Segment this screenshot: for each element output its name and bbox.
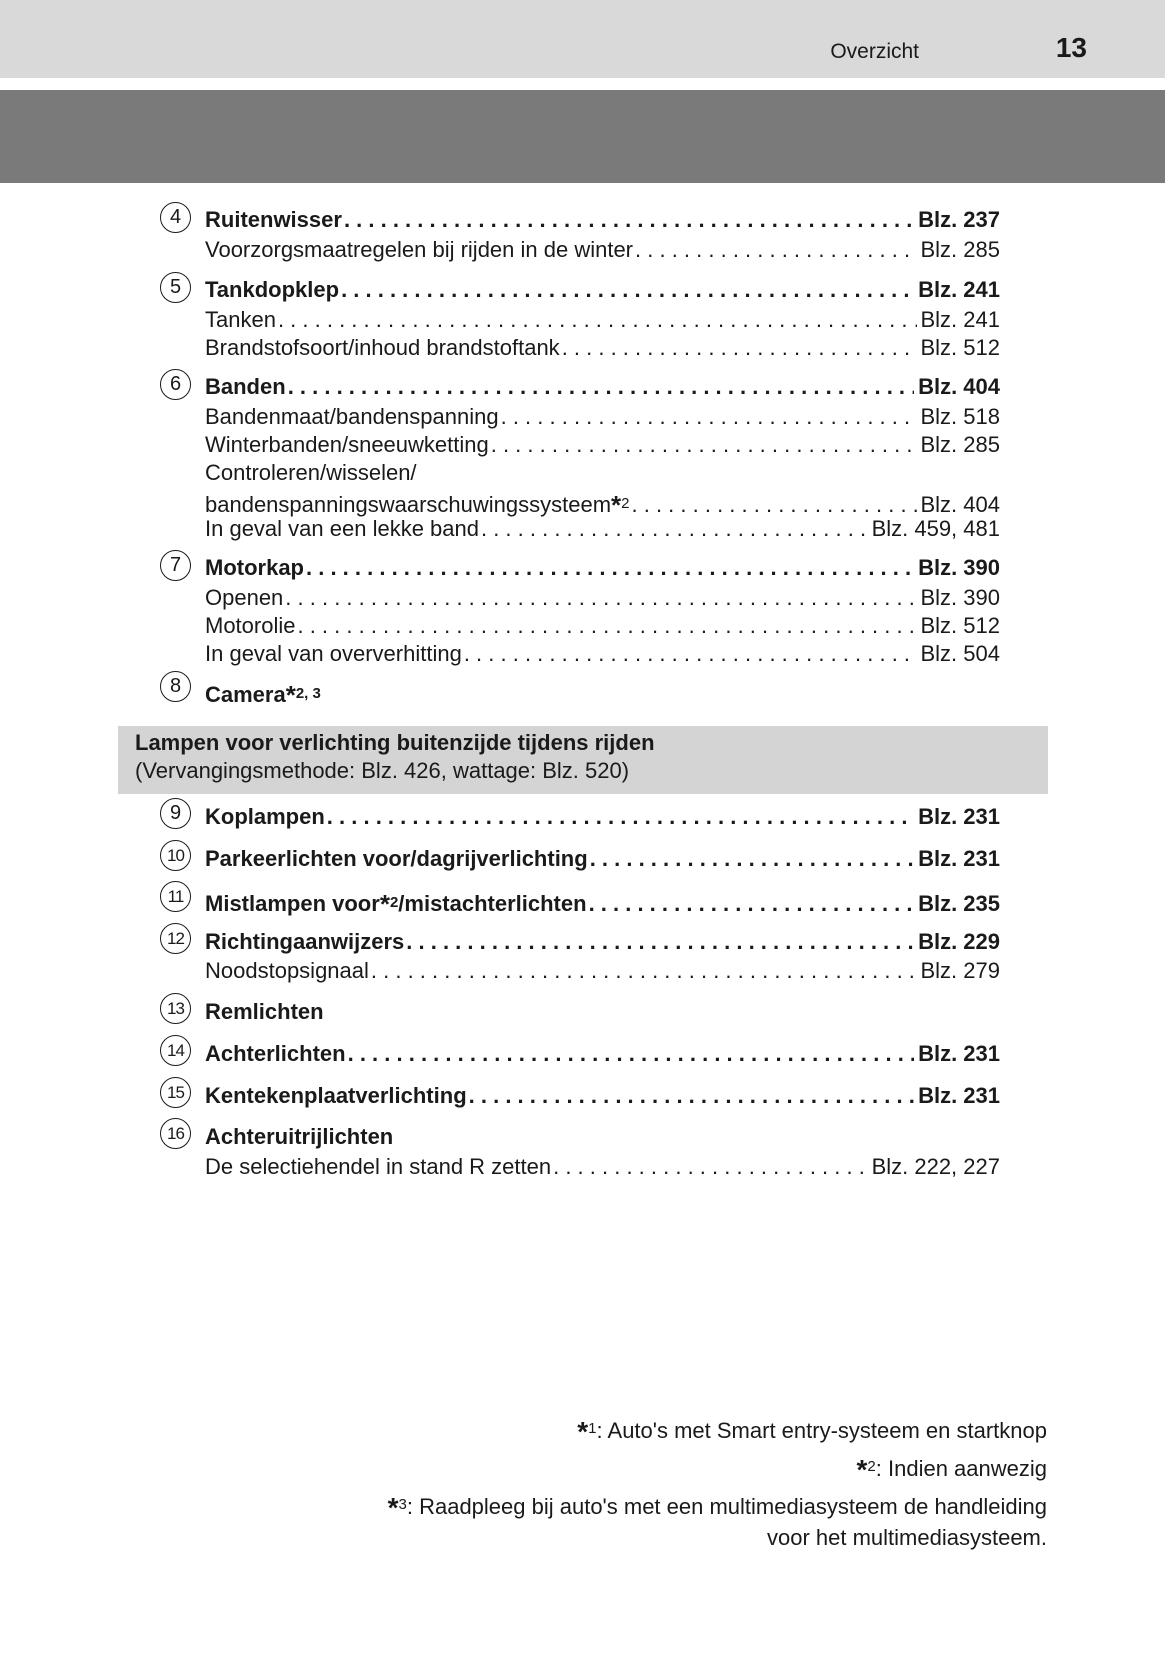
page-ref: Blz. 518 xyxy=(920,404,1000,429)
page-ref: Blz. 222, 227 xyxy=(871,1154,1000,1179)
entry-title-line xyxy=(205,929,1000,957)
sub-entry-label: Voorzorgsmaatregelen bij rijden in de winter xyxy=(205,237,634,262)
page-ref: Blz. 512 xyxy=(920,335,1000,360)
item-number: 10 xyxy=(160,840,191,871)
entry-title-line xyxy=(205,999,1000,1027)
entry-title: Motorkap xyxy=(205,555,304,580)
entry-title: Koplampen xyxy=(205,804,325,829)
entry-title: Achteruitrijlichten xyxy=(205,1124,394,1149)
entry-title-line xyxy=(205,804,1000,832)
sub-entry-label: In geval van oververhitting xyxy=(205,641,462,666)
page-ref: Blz. 390 xyxy=(920,585,1000,610)
entry-title: Achterlichten xyxy=(205,1041,346,1066)
item-number: 5 xyxy=(160,272,191,303)
sub-entry xyxy=(205,1154,1000,1182)
page-ref: Blz. 229 xyxy=(918,929,1000,954)
page-ref: Blz. 241 xyxy=(918,277,1000,302)
footnote-star: * xyxy=(285,680,296,710)
sub-entry xyxy=(205,585,1000,613)
page-number: 13 xyxy=(1055,32,1087,63)
page-ref: Blz. 237 xyxy=(918,207,1000,232)
entry-title: Kentekenplaatverlichting xyxy=(205,1083,467,1108)
item-number: 4 xyxy=(160,202,191,233)
page-ref: Blz. 279 xyxy=(920,958,1000,983)
entry-title-line xyxy=(205,887,1000,919)
entry-title-line xyxy=(205,846,1000,874)
footnotes xyxy=(227,1410,1047,1553)
page-ref: Blz. 390 xyxy=(918,555,1000,580)
footnote: *$^3$: Raadpleeg bij auto's met een multimediasysteem de handleiding xyxy=(387,1491,1047,1523)
item-number: 14 xyxy=(160,1035,191,1066)
entry-title-line xyxy=(205,1041,1000,1069)
item-number: 11 xyxy=(160,881,191,912)
entry-title-line xyxy=(205,277,1000,305)
sub-entry xyxy=(205,432,1000,460)
item-number: 16 xyxy=(160,1118,191,1149)
sub-entry-label: De selectiehendel in stand R zetten xyxy=(205,1154,552,1179)
entry-title-line xyxy=(205,374,1000,402)
sub-entry-label: Tanken xyxy=(205,307,276,332)
page-ref: Blz. 459, 481 xyxy=(871,516,1000,541)
item-number: 8 xyxy=(160,671,191,702)
sub-entry-label: Bandenmaat/bandenspanning xyxy=(205,404,499,429)
item-number: 6 xyxy=(160,369,191,400)
sub-entry xyxy=(205,516,1000,544)
footnote: *$^1$: Auto's met Smart entry-systeem en startknop xyxy=(577,1416,1047,1447)
entry-title: Banden xyxy=(205,374,286,399)
sub-entry-label: Brandstofsoort/inhoud brandstoftank xyxy=(205,335,560,360)
sub-entry-label: Motorolie xyxy=(205,613,296,638)
page-ref: Blz. 404 xyxy=(918,374,1000,399)
page-ref: Blz. 235 xyxy=(918,891,1000,916)
footnote: *$^2$: Indien aanwezig xyxy=(856,1453,1047,1485)
lamp-section-title: Lampen voor verlichting buitenzijde tijdens rijden xyxy=(135,730,655,755)
item-number: 15 xyxy=(160,1077,191,1108)
page-ref: Blz. 231 xyxy=(918,804,1000,829)
entry-title: Ruitenwisser xyxy=(205,207,342,232)
page-ref: Blz. 231 xyxy=(918,846,1000,871)
footnote-ref: 2 xyxy=(621,495,630,512)
entry-title: Richtingaanwijzers xyxy=(205,929,405,954)
page-ref: Blz. 231 xyxy=(918,1041,1000,1066)
page-ref: Blz. 404 xyxy=(920,492,1000,517)
sub-entry-label: Openen xyxy=(205,585,284,610)
footnote-continuation: voor het multimediasysteem. xyxy=(767,1525,1047,1551)
page-ref: Blz. 241 xyxy=(920,307,1000,332)
sub-entry xyxy=(205,237,1000,265)
sub-entry-label: Winterbanden/sneeuwketting xyxy=(205,432,489,457)
sub-entry xyxy=(205,958,1000,986)
item-number: 13 xyxy=(160,993,191,1024)
sub-entry xyxy=(205,460,1000,488)
lamp-section-subtitle: (Vervangingsmethode: Blz. 426, wattage: Blz. 520) xyxy=(135,758,630,783)
entry-title: Tankdopklep xyxy=(205,277,340,302)
page-ref: Blz. 512 xyxy=(920,613,1000,638)
page-ref: Blz. 231 xyxy=(918,1083,1000,1108)
entry-title: Camera xyxy=(205,682,286,707)
sub-entry xyxy=(205,613,1000,641)
footnote-star: * xyxy=(611,490,622,520)
page-ref: Blz. 504 xyxy=(920,641,1000,666)
sub-entry xyxy=(205,488,1000,520)
footnote-ref: 2, 3 xyxy=(295,685,321,702)
entry-title-line xyxy=(205,1124,1000,1152)
sub-entry xyxy=(205,335,1000,363)
sub-entry-label: In geval van een lekke band xyxy=(205,516,479,541)
sub-entry xyxy=(205,641,1000,669)
footnote-star: * xyxy=(379,889,390,919)
page-ref: Blz. 285 xyxy=(920,237,1000,262)
footnote-ref: 2 xyxy=(389,894,399,911)
section-name: Overzicht xyxy=(830,40,919,63)
item-number: 7 xyxy=(160,550,191,581)
entry-title-rest: /mistachterlichten xyxy=(398,891,587,916)
sub-entry-label: Noodstopsignaal xyxy=(205,958,369,983)
sub-entry xyxy=(205,404,1000,432)
sub-entry-label: bandenspanningswaarschuwingssysteem xyxy=(205,492,612,517)
entry-title-line xyxy=(205,1083,1000,1111)
entry-title: Mistlampen voor xyxy=(205,891,380,916)
lamp-section-box xyxy=(118,726,1048,794)
page-ref: Blz. 285 xyxy=(920,432,1000,457)
sub-entry xyxy=(205,307,1000,335)
item-number: 9 xyxy=(160,798,191,829)
entry-title-line xyxy=(205,555,1000,583)
illustration-band xyxy=(0,90,1165,183)
item-number: 12 xyxy=(160,923,191,954)
entry-title-line xyxy=(205,207,1000,235)
entry-title: Remlichten xyxy=(205,999,324,1024)
entry-title-line xyxy=(205,678,1000,710)
entry-title: Parkeerlichten voor/dagrijverlichting xyxy=(205,846,588,871)
header-band xyxy=(0,0,1165,78)
sub-entry-label: Controleren/wisselen/ xyxy=(205,460,417,485)
